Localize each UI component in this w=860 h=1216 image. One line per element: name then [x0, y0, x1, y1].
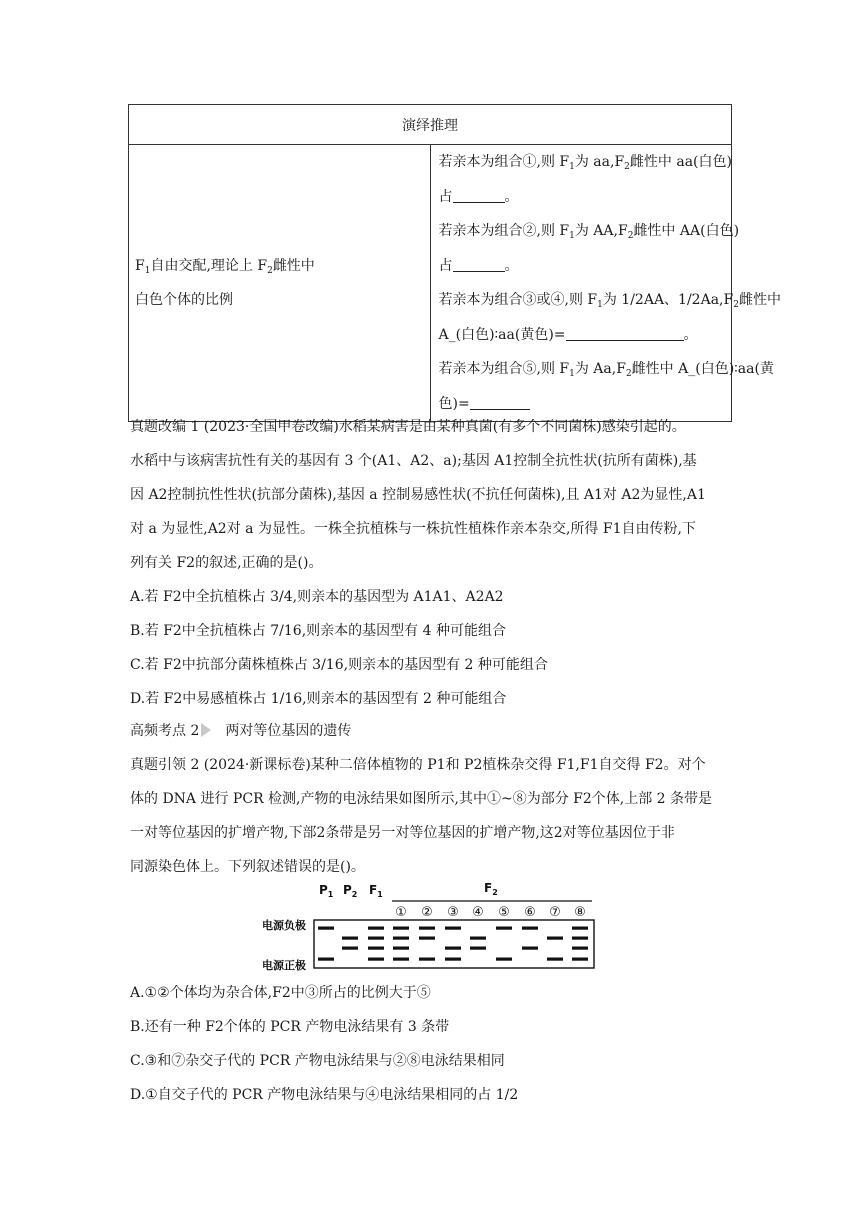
content-line: 占 。 — [439, 180, 724, 215]
gel-band — [419, 937, 435, 940]
content-line: 占 。 — [439, 249, 724, 284]
gel-band — [572, 958, 588, 961]
table-content-cell — [430, 145, 781, 422]
label-line-1: $F_1$自由交配,理论上 $F_2$雌性中 — [135, 258, 315, 276]
gel-band — [445, 947, 461, 950]
q1-option-b[interactable]: B.若 F2中全抗植株占 7/16,则亲本的基因型有 4 种可能组合 — [130, 623, 506, 639]
section-heading — [130, 716, 351, 747]
content-line: 若亲本为组合②,则 $F_1$为 $AA,F_2$雌性中 AA(白色) — [438, 223, 740, 241]
content-line: 色)= — [439, 387, 724, 422]
f2-group-label: $F_2$ — [484, 881, 498, 897]
gel-band — [470, 937, 486, 940]
q2-option-a[interactable]: A.①②个体均为杂合体,F2中③所占的比例大于⑤ — [130, 985, 431, 1001]
gel-band — [496, 927, 512, 930]
gel-band — [368, 937, 384, 940]
lane-label: $P_1$ — [319, 883, 334, 899]
answer-blank[interactable] — [453, 255, 505, 272]
content-line: 若亲本为组合①,则 $F_1$为 $aa,F_2$雌性中 aa(白色) — [438, 154, 732, 172]
gel-band — [419, 927, 435, 930]
q1-line: 真题改编 1 (2023·全国甲卷改编)水稻某病害是由某种真菌(有多个不同菌株)感染引起的。 — [130, 419, 686, 435]
q2-option-b[interactable]: B.还有一种 F2个体的 PCR 产物电泳结果有 3 条带 — [130, 1019, 450, 1035]
gel-band — [342, 947, 358, 950]
q2-option-c[interactable]: C.③和⑦杂交子代的 PCR 产物电泳结果与②⑧电泳结果相同 — [130, 1053, 505, 1069]
gel-band — [368, 958, 384, 961]
gel-band — [318, 927, 334, 930]
f2-number-label: ④ — [472, 905, 484, 920]
q2-line: 一对等位基因的扩增产物,下部2条带是另一对等位基因的扩增产物,这2对等位基因位于非 — [130, 825, 675, 841]
negative-electrode-label: 电源负极 — [262, 919, 306, 932]
gel-band — [522, 927, 538, 930]
q1-option-a[interactable]: A.若 F2中全抗植株占 3/4,则亲本的基因型为 A1A1、A2A2 — [130, 589, 504, 605]
f2-number-label: ⑥ — [524, 905, 536, 920]
gel-band — [368, 947, 384, 950]
q1-line: 因 A2控制抗性性状(抗部分菌株),基因 a 控制易感性状(不抗任何菌株),且 A1对 A2为显性,A1 — [130, 487, 706, 503]
q1-line: 水稻中与该病害抗性有关的基因有 3 个(A1、A2、a);基因 A1控制全抗性状(抗所有菌株),基 — [130, 453, 697, 469]
table-header: 演绎推理 — [129, 105, 732, 145]
q1-option-c[interactable]: C.若 F2中抗部分菌株植株占 3/16,则亲本的基因型有 2 种可能组合 — [130, 657, 548, 673]
gel-band — [342, 937, 358, 940]
q1-option-d[interactable]: D.若 F2中易感植株占 1/16,则亲本的基因型有 2 种可能组合 — [130, 691, 507, 707]
gel-band — [393, 947, 409, 950]
answer-blank[interactable] — [566, 324, 684, 341]
gel-band — [419, 958, 435, 961]
electrophoresis-figure — [262, 878, 602, 974]
gel-band — [393, 927, 409, 930]
label-line-2: 白色个体的比例 — [135, 292, 233, 308]
q2-line: 真题引领 2 (2024·新课标卷)某种二倍体植物的 P1和 P2植株杂交得 F1,F1自交得 F2。对个 — [130, 757, 706, 773]
gel-band — [522, 947, 538, 950]
q2-option-d[interactable]: D.①自交子代的 PCR 产物电泳结果与④电泳结果相同的占 1/2 — [130, 1087, 519, 1103]
deduction-table — [128, 104, 781, 422]
arrow-icon — [201, 723, 211, 737]
lane-label: $P_2$ — [343, 883, 358, 899]
gel-band — [368, 927, 384, 930]
lane-label: $F_1$ — [369, 883, 383, 899]
f2-number-label: ⑤ — [498, 905, 510, 920]
f2-number-label: ⑦ — [549, 905, 561, 920]
gel-band — [393, 937, 409, 940]
f2-number-label: ⑧ — [574, 905, 586, 920]
q2-line: 体的 DNA 进行 PCR 检测,产物的电泳结果如图所示,其中①~⑧为部分 F2个体,上部 2 条带是 — [130, 791, 713, 807]
gel-band — [547, 958, 563, 961]
gel-band — [547, 937, 563, 940]
gel-diagram — [262, 878, 602, 974]
table-label-cell — [129, 145, 431, 422]
gel-band — [318, 958, 334, 961]
gel-band — [572, 927, 588, 930]
q2-line: 同源染色体上。下列叙述错误的是()。 — [130, 859, 365, 875]
answer-blank[interactable] — [470, 393, 530, 410]
content-line: 若亲本为组合⑤,则 $F_1$为 $Aa,F_2$雌性中 A_(白色)∶aa(黄 — [438, 361, 774, 379]
gel-band — [445, 958, 461, 961]
section-title: 两对等位基因的遗传 — [225, 723, 352, 739]
answer-blank[interactable] — [453, 186, 505, 203]
gel-band — [496, 958, 512, 961]
f2-number-label: ② — [421, 905, 433, 920]
gel-band — [445, 927, 461, 930]
f2-number-label: ① — [395, 905, 407, 920]
q1-line: 对 a 为显性,A2对 a 为显性。一株全抗植株与一株抗性植株作亲本杂交,所得 F1自由传粉,下 — [130, 521, 696, 537]
gel-band — [393, 958, 409, 961]
gel-band — [572, 947, 588, 950]
gel-band — [572, 937, 588, 940]
positive-electrode-label: 电源正极 — [262, 959, 306, 972]
content-line: 若亲本为组合③或④,则 $F_1$为 1/2AA、$1/2Aa,F_2$雌性中 — [438, 292, 781, 310]
q1-line: 列有关 F2的叙述,正确的是()。 — [130, 555, 323, 571]
gel-band — [470, 947, 486, 950]
content-line: A_(白色)∶aa(黄色)= 。 — [439, 318, 724, 353]
f2-number-label: ③ — [447, 905, 459, 920]
section-label: 高频考点 2 — [130, 723, 200, 739]
